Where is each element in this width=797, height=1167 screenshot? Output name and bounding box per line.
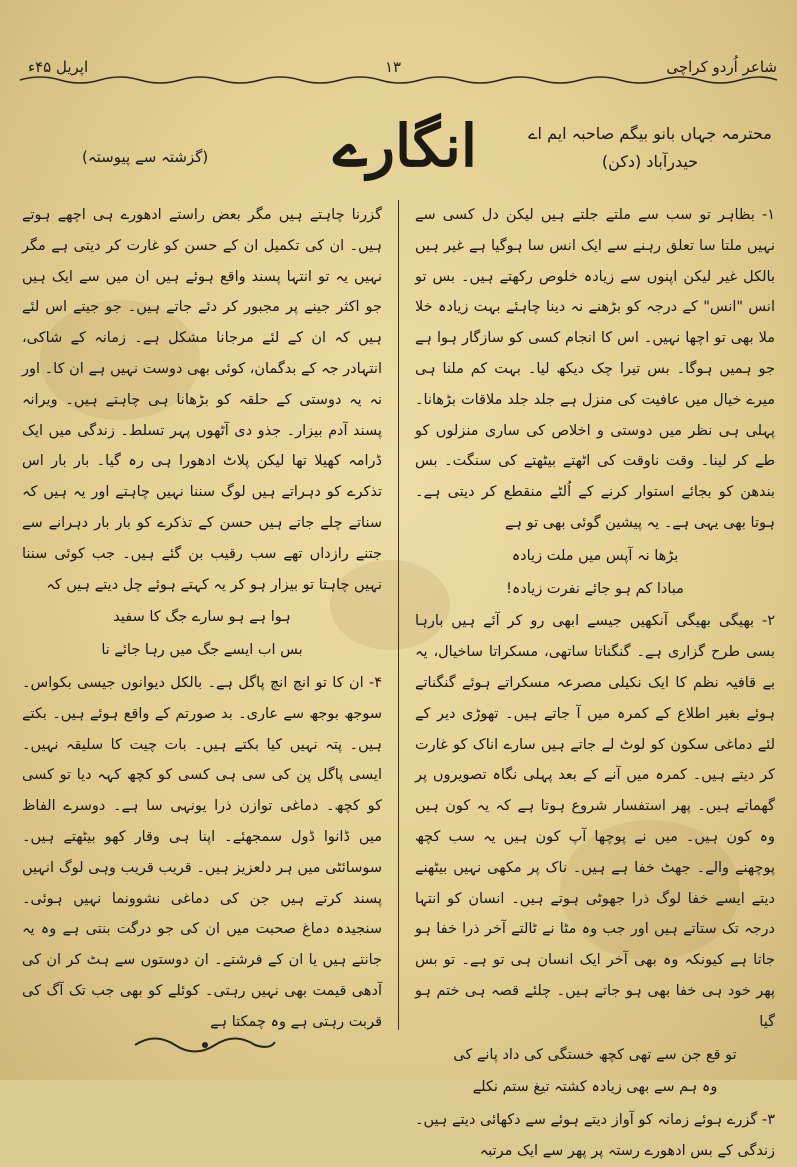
paragraph-1: گزرنا چاہتے ہیں مگر بعض راستے ادھورے ہی اچھے ہوتے ہیں۔ ان کی تکمیل ان کے حسن کو غارت کر دیتی ہے مگر نہیں یہ تو انتہا پسند واقع ہوئے ہیں ان میں سے ایک ہیں جو اکثر جینے پر مجبور کر دئے جاتے ہیں۔ جو جیتے اس لئے ہیں کہ ان کے لئے مرجانا مشکل ہے۔ زمانہ کے شاکی، انتہادر جہ کے بدگمان، کوئی بھی دوست نہیں ہے ان کا۔ اور نہ یہ دوستی کے حلقہ کو بڑھانا ہی چاہتے ہیں۔ ویرانہ پسند آدم بیزار۔ جذو دی آٹھوں پہر تسلط۔ زندگی میں ایک ڈرامہ کھیلا تھا لیکن پلاٹ ادھورا ہی رہ گیا۔ بار بار اس تذکرے کو دہراتے ہیں لوگ سننا نہیں چاہتے اور یہ ہیں کہ سناتے چلے جاتے ہیں حسن کے تذکرے کو بار بار دہرانے سے جتنے رازداں تھے سب رقیب بن گئے ہیں۔ جب کوئی سننا نہیں چاہتا تو بیزار ہو کر یہ کہتے ہوئے چل دیتے ہیں کہ bbox=[22, 207, 382, 593]
author-block bbox=[525, 120, 775, 176]
header-wavy-rule bbox=[20, 66, 777, 86]
author-name: محترمہ جہاں بانو بیگم صاحبہ ایم اے bbox=[528, 124, 772, 143]
header-page-number: ۱۳ bbox=[385, 58, 402, 76]
verse-line: تو قع جن سے تھی کچھ خستگی کی داد پانے کی bbox=[453, 1046, 737, 1063]
left-column bbox=[22, 200, 382, 1060]
column-divider bbox=[398, 200, 399, 1030]
right-column bbox=[415, 200, 775, 1159]
paragraph-2: ۴- ان کا تو انچ انچ پاگل ہے۔ بالکل دیوانوں جیسی بکواس۔ سوجھ بوجھ سے عاری۔ بد صورتم کے واقع ہوئے ہیں۔ بکتے ہیں۔ پتہ نہیں کیا بکتے ہیں۔ بات چیت کا سلیقہ نہیں۔ ایسی پاگل پن کی سی ہی کسی کو کچھ کہہ دیا تو کسی کو کچھ۔ دماغی توازن ذرا یونہی سا ہے۔ دوسرے الفاظ میں ڈانوا ڈول سمجھئے۔ اپنا ہی وقار کھو بیٹھتے ہیں۔ سوسائٹی میں ہر دلعزیز ہیں۔ قریب قریب وہی لوگ انہیں پسند کرتے ہیں جن کی دماغی نشوونما نہیں ہوئی۔ سنجیدہ دماغ صحبت میں ان کی جو درگت بنتی ہے وہ یہ جانتے ہیں یا ان کے فرشتے۔ ان دوستوں سے ہٹ کر ان کی آدھی قیمت بھی نہیں رہتی۔ کوئلے کو بھی جب تک آگ کی قربت رہتی ہے وہ چمکتا ہے bbox=[22, 674, 382, 1030]
continued-note: (گزشتہ سے پیوستہ) bbox=[82, 148, 209, 166]
verse-line: بڑھا نہ آپس میں ملت زیادہ bbox=[511, 547, 679, 564]
article-title: انگارے bbox=[333, 112, 477, 180]
paragraph-3: ۳- گزرے ہوئے زمانہ کو آواز دیتے ہوئے سے دکھائی دیتے ہیں۔ زندگی کے بس ادھورے رستہ پر پھر سے ایک مرتبہ bbox=[415, 1112, 775, 1159]
verse-line: وہ ہم سے بھی زیادہ کشتہ تیغ ستم نکلے bbox=[472, 1079, 718, 1096]
author-city: حیدرآباد (دکن) bbox=[601, 152, 699, 171]
paragraph-2: ۲- بھیگی بھیگی آنکھیں جیسے ابھی رو کر آئے ہیں بارہا بسی طرح گزاری ہے۔ گنگناتا ساتھی، مسکراتا ساخیال، یہ بے قافیہ نظم کا ایک نکیلی مصرعہ مسکراتے ہوئے گنگناتے ہوئے بغیر اطلاع کے کمرہ میں آ جاتے ہیں۔ تھوڑی دیر کے لئے دماغی سکون کو لوٹ لے جاتے ہیں سارے اناک کو غارت کر دیتے ہیں۔ کمرہ میں آنے کے بعد پہلی نگاہ تصویروں پر گھماتے ہیں۔ پھر استفسار شروع ہوتا ہے کہ یہ کون ہیں وہ کون ہیں۔ میں نے پوچھا آپ کون ہیں یہ سب کچھ پوچھنے والے۔ جھٹ خفا ہے ہیں۔ ناک پر مکھی نہیں بیٹھنے دیتے ایسے خفا لوگ ذرا جھوٹی ہوتے ہیں۔ انسان کو انتہا درجہ تک ستاتے ہیں اور جب وہ مٹا نے ٹالتے آخر ذرا خفا ہو جاتا ہے کیونکہ وہ بھی آخر ایک انسان ہی تو ہے۔ تو بس پھر خود ہی خفا بھی ہو جاتے ہیں۔ چلئے قصہ ہی ختم ہو گیا bbox=[415, 613, 775, 1030]
verse-line: مبادا کم ہو جائے نفرت زیادہ! bbox=[506, 580, 684, 597]
paragraph-1: ۱- بظاہر تو سب سے ملتے جلتے ہیں لیکن دل کسی سے نہیں ملتا سا تعلق رہنے سے ایک انس سا ہوگیا ہے غیر ہیں بالکل غیر لیکن اپنوں سے زیادہ خلوص رکھتے ہیں۔ بس تو انس "انس" کے درجہ کو بڑھنے نہ دینا چاہئے بہت زیادہ خلا ملا بھی تو اچھا نہیں۔ اس کا انجام کسی کو سازگار ہوا ہے جو ہمیں ہوگا۔ بس تیرا چک دیکھ لیا۔ بہت کم ملنا ہی میرے خیال میں عافیت کی منزل ہے جلد جلد ملاقات بڑھانا۔ پہلی ہی نظر میں دوستی و اخلاص کی ساری منزلوں کو طے کر لینا۔ وقت ناوقت کی اٹھتے بیٹھتے کی سنگت۔ بس بندھن کو بجائے استوار کرنے کے اُلٹے منقطع کر دیتی ہے۔ ہوتا بھی یہی ہے۔ یہ پیشین گوئی بھی تو ہے bbox=[415, 207, 775, 531]
header-issue-date: اپریل ۴۵ء bbox=[28, 58, 89, 76]
header-magazine-name: شاعر اُردو کراچی bbox=[666, 58, 777, 76]
verse-line: بس اب ایسے جگ میں رہا جائے نا bbox=[101, 642, 303, 659]
verse-line: ہوا ہے ہو سارے جگ کا سفید bbox=[113, 609, 291, 626]
footer-flourish-ornament bbox=[130, 1030, 280, 1060]
